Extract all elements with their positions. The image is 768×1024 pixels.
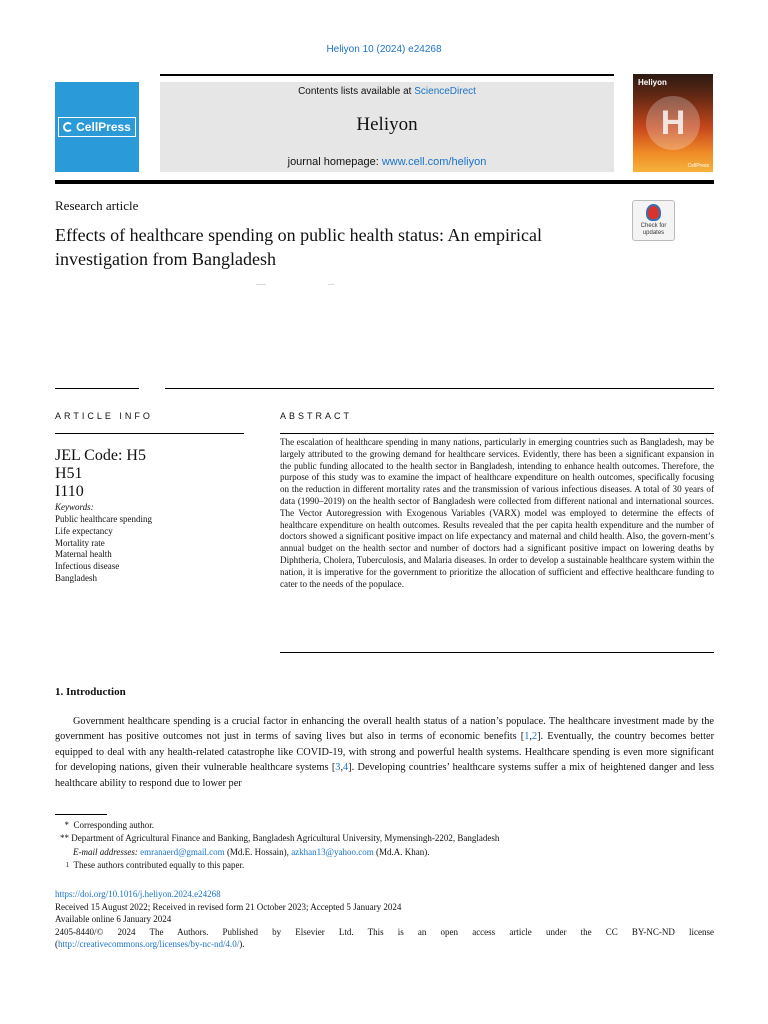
footnote-rule <box>55 814 107 815</box>
journal-cover-image[interactable] <box>633 74 713 172</box>
faint-author-marks <box>256 283 336 286</box>
license-statement: 2405-8440/© 2024 The Authors. Published by Elsevier Ltd. This is an open access article under the CC BY-NC-ND license <box>55 926 714 937</box>
abstract-rule <box>280 433 714 434</box>
email-label: E-mail addresses: <box>73 846 138 857</box>
contents-line <box>160 86 614 97</box>
reference-link[interactable]: 1 <box>524 731 530 743</box>
keywords-label: Keywords: <box>55 502 94 512</box>
sciencedirect-link[interactable]: ScienceDirect <box>414 86 476 97</box>
jel-line: H51 <box>55 465 83 482</box>
section-heading: 1. Introduction <box>55 686 126 698</box>
separator-left <box>55 388 139 389</box>
intro-text-part: ]. Eventually, the country becomes better equipped to deal with any health-related catastrophe like COVID-19, with strong and powerful health systems. Healthcare spending is even more significant for developing nations, given their vulnerable healthcare systems [ <box>55 731 714 774</box>
keyword-item: Bangladesh <box>55 572 97 583</box>
doi-link[interactable]: https://doi.org/10.1016/j.heliyon.2024.e24268 <box>55 889 221 899</box>
email-link[interactable]: azkhan13@yahoo.com <box>291 846 374 857</box>
license-paren: ). <box>239 939 245 950</box>
header-top-rule <box>160 74 614 76</box>
footnote-mark: 1 <box>65 861 69 870</box>
keyword-item: Maternal health <box>55 549 112 560</box>
check-line1: Check for <box>640 223 667 229</box>
abstract-bottom-rule <box>280 652 714 653</box>
journal-name: Heliyon <box>356 114 418 135</box>
separator-right <box>165 388 714 389</box>
email-owner: (Md.A. Khan). <box>375 846 430 857</box>
footnote-corresponding <box>55 819 714 832</box>
footnote-department <box>55 832 714 845</box>
homepage-link[interactable]: www.cell.com/heliyon <box>381 156 487 168</box>
check-for-updates-button[interactable] <box>632 200 675 241</box>
homepage-prefix: journal homepage: <box>287 156 382 168</box>
article-title: Effects of healthcare spending on public health status: An empirical investigation from Bangladesh <box>55 225 543 269</box>
license-paren: ( <box>55 939 58 950</box>
check-line2: updates <box>642 230 665 236</box>
footnote-mark: * <box>64 820 69 830</box>
jel-line: I110 <box>55 483 84 500</box>
abstract-text: The escalation of healthcare spending in many nations, particularly in emerging countries such as Bangladesh, may be largely attributed to the growing demand for healthcare services. Evidently, there has been a significant expansion in the public funding allocated to the health sector in Bangladesh, intending to enhance health outcomes. Therefore, the purpose of this study was to examine the impact of healthcare expenditure on health outcomes, specifically focusing on the reduction in different mortality rates and the transmission of various infectious diseases. A total of 30 years of data (1990–2019) on the health sector of Bangladesh were collected from different national and international sources. The Vector Autoregression with Exogenous Variables (VARX) model was employed to determine the effects of healthcare expenditure on health outcomes. Results revealed that the per capita health expenditure and the number of doctors showed a significant positive impact on life expectancy and maternal and child health. Also, the govern-ment’s annual budget on the health sector and number of doctors had a significant positive impact on lowering deaths by Diphtheria, Cholera, Tuberculosis, and Malaria diseases. In order to develop a sustainable healthcare system within the nation, it is imperative for the government to prioritize the allocation of sufficient and effective healthcare funding to cater to the needs of the populace. <box>280 437 714 589</box>
keyword-item: Infectious disease <box>55 561 120 572</box>
cellpress-logo[interactable] <box>55 82 139 172</box>
ref-separator: , <box>529 731 532 743</box>
license-link[interactable]: http://creativecommons.org/licenses/by-nc-nd/4.0/ <box>58 939 240 950</box>
available-online: Available online 6 January 2024 <box>55 914 172 925</box>
ref-separator: , <box>340 762 344 774</box>
footnote-text: These authors contributed equally to this paper. <box>73 860 245 871</box>
keywords-list <box>55 514 152 585</box>
footnote-text: Corresponding author. <box>73 820 154 830</box>
cover-emblem <box>646 96 700 150</box>
article-type: Research article <box>55 198 139 213</box>
reference-link[interactable]: 2 <box>531 731 538 743</box>
footnotes <box>55 819 714 873</box>
article-info-heading: ARTICLE INFO <box>55 411 153 421</box>
footnote-equal-contribution <box>55 859 714 872</box>
cellpress-logo-text: CellPress <box>76 120 131 134</box>
footnote-emails <box>55 846 714 859</box>
cover-title: Heliyon <box>638 78 667 87</box>
cover-letter: H <box>660 103 686 142</box>
intro-text-part: Government healthcare spending is a crucial factor in enhancing the overall health status of a nation’s populace. The healthcare investment made by the government has positive outcomes not just in terms of saving lives but also in terms of economic benefits [ <box>55 716 714 743</box>
email-link[interactable]: emranaerd@gmail.com <box>140 846 225 857</box>
journal-banner <box>160 82 614 172</box>
contents-prefix: Contents lists available at <box>298 86 415 97</box>
cover-footer: CellPress <box>687 163 709 169</box>
received-dates: Received 15 August 2022; Received in revised form 21 October 2023; Accepted 5 January 2024 <box>55 901 402 912</box>
footnote-mark: ** <box>60 833 69 844</box>
publication-info <box>55 888 714 951</box>
header-divider <box>55 180 714 184</box>
keyword-item: Life expectancy <box>55 525 113 536</box>
abstract-heading: ABSTRACT <box>280 411 353 421</box>
journal-citation[interactable]: Heliyon 10 (2024) e24268 <box>326 44 442 55</box>
intro-text-part: ]. Developing countries’ healthcare systems suffer a mix of heightened danger and less healthcare ability to respond due to lower per <box>55 762 715 789</box>
bookmark-icon <box>646 204 661 221</box>
keyword-item: Public healthcare spending <box>55 514 152 524</box>
cellpress-badge <box>58 117 136 137</box>
jel-codes <box>55 447 146 501</box>
reference-link[interactable]: 3 <box>335 762 341 774</box>
cellpress-mark-icon <box>63 122 73 132</box>
check-for-updates-label <box>633 223 674 237</box>
reference-link[interactable]: 4 <box>343 762 349 774</box>
journal-homepage-line <box>160 156 614 168</box>
email-owner: (Md.E. Hossain), <box>226 846 289 857</box>
introduction-paragraph <box>55 714 714 791</box>
jel-line: JEL Code: H5 <box>55 447 146 464</box>
keyword-item: Mortality rate <box>55 537 105 548</box>
article-info-rule <box>55 433 244 434</box>
footnote-text: Department of Agricultural Finance and Banking, Bangladesh Agricultural University, Mymensingh-2202, Bangladesh <box>71 833 500 844</box>
